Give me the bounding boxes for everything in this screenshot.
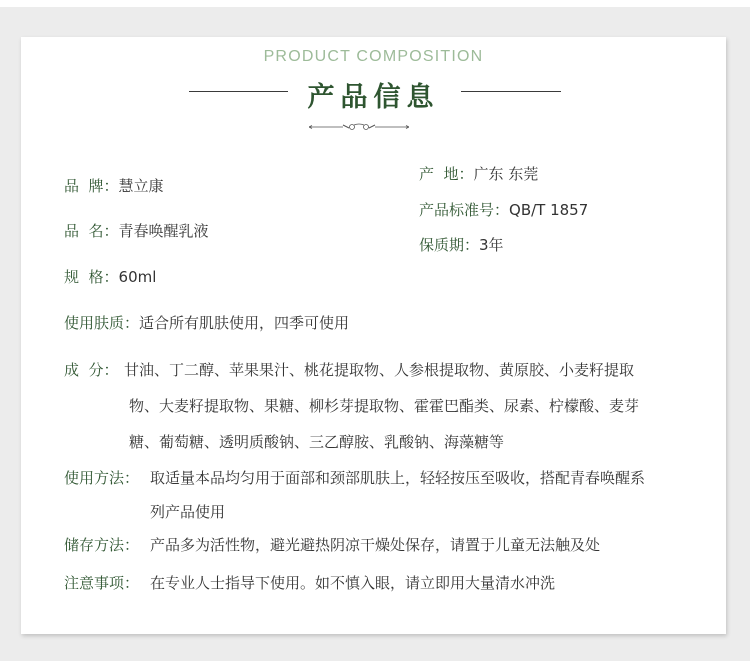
skin-type-value: 适合所有肌肤使用，四季可使用 bbox=[139, 314, 350, 332]
storage bbox=[64, 534, 714, 556]
spec-value: 慧立康 bbox=[118, 177, 164, 195]
ingredients bbox=[64, 359, 714, 469]
usage-label: 使用方法： bbox=[64, 469, 140, 487]
title-divider-right bbox=[461, 91, 561, 92]
spec-value: 60ml bbox=[118, 268, 157, 286]
storage-label: 储存方法： bbox=[64, 536, 140, 554]
spec-label: 产 地： bbox=[419, 165, 474, 183]
skin-type-label: 使用肤质： bbox=[64, 314, 140, 332]
caution-label: 注意事项： bbox=[64, 574, 140, 592]
ingredients-line: 物、大麦籽提取物、果糖、柳杉芽提取物、霍霍巴酯类、尿素、柠檬酸、麦芽 bbox=[129, 397, 640, 415]
product-info-card bbox=[21, 37, 726, 634]
section-subtitle: PRODUCT COMPOSITION bbox=[263, 48, 484, 65]
flourish-ornament-icon bbox=[309, 121, 409, 133]
spec-size bbox=[64, 267, 156, 287]
spec-value: 3年 bbox=[479, 236, 504, 254]
spec-origin bbox=[419, 164, 538, 184]
spec-brand bbox=[64, 176, 164, 196]
usage-line: 取适量本品均匀用于面部和颈部肌肤上，轻轻按压至吸收，搭配青春唤醒系 bbox=[150, 469, 646, 487]
ingredients-line: 糖、葡萄糖、透明质酸钠、三乙醇胺、乳酸钠、海藻糖等 bbox=[129, 433, 505, 451]
usage-line: 列产品使用 bbox=[150, 503, 226, 521]
spec-shelf-life bbox=[419, 235, 504, 255]
usage bbox=[64, 467, 714, 527]
spec-product-name bbox=[64, 221, 209, 241]
spec-standard bbox=[419, 200, 588, 220]
storage-value: 产品多为活性物，避光避热阴凉干燥处保存，请置于儿童无法触及处 bbox=[150, 536, 601, 554]
caution-value: 在专业人士指导下使用。如不慎入眼，请立即用大量清水冲洗 bbox=[150, 574, 556, 592]
spec-label: 品 名： bbox=[64, 222, 119, 240]
section-title: 产品信息 bbox=[307, 82, 440, 113]
spec-value: 广东 东莞 bbox=[473, 165, 539, 183]
top-strip bbox=[0, 0, 750, 7]
ingredients-label: 成 分： bbox=[64, 361, 119, 379]
bottom-strip bbox=[0, 661, 750, 668]
spec-label: 保质期： bbox=[419, 236, 480, 254]
ingredients-line: 甘油、丁二醇、苹果果汁、桃花提取物、人参根提取物、黄原胶、小麦籽提取 bbox=[124, 361, 635, 379]
skin-type bbox=[64, 313, 349, 333]
spec-label: 产品标准号： bbox=[419, 201, 510, 219]
caution bbox=[64, 572, 714, 594]
spec-value: 青春唤醒乳液 bbox=[118, 222, 209, 240]
spec-value: QB/T 1857 bbox=[509, 201, 589, 219]
spec-label: 品 牌： bbox=[64, 177, 119, 195]
spec-label: 规 格： bbox=[64, 268, 119, 286]
